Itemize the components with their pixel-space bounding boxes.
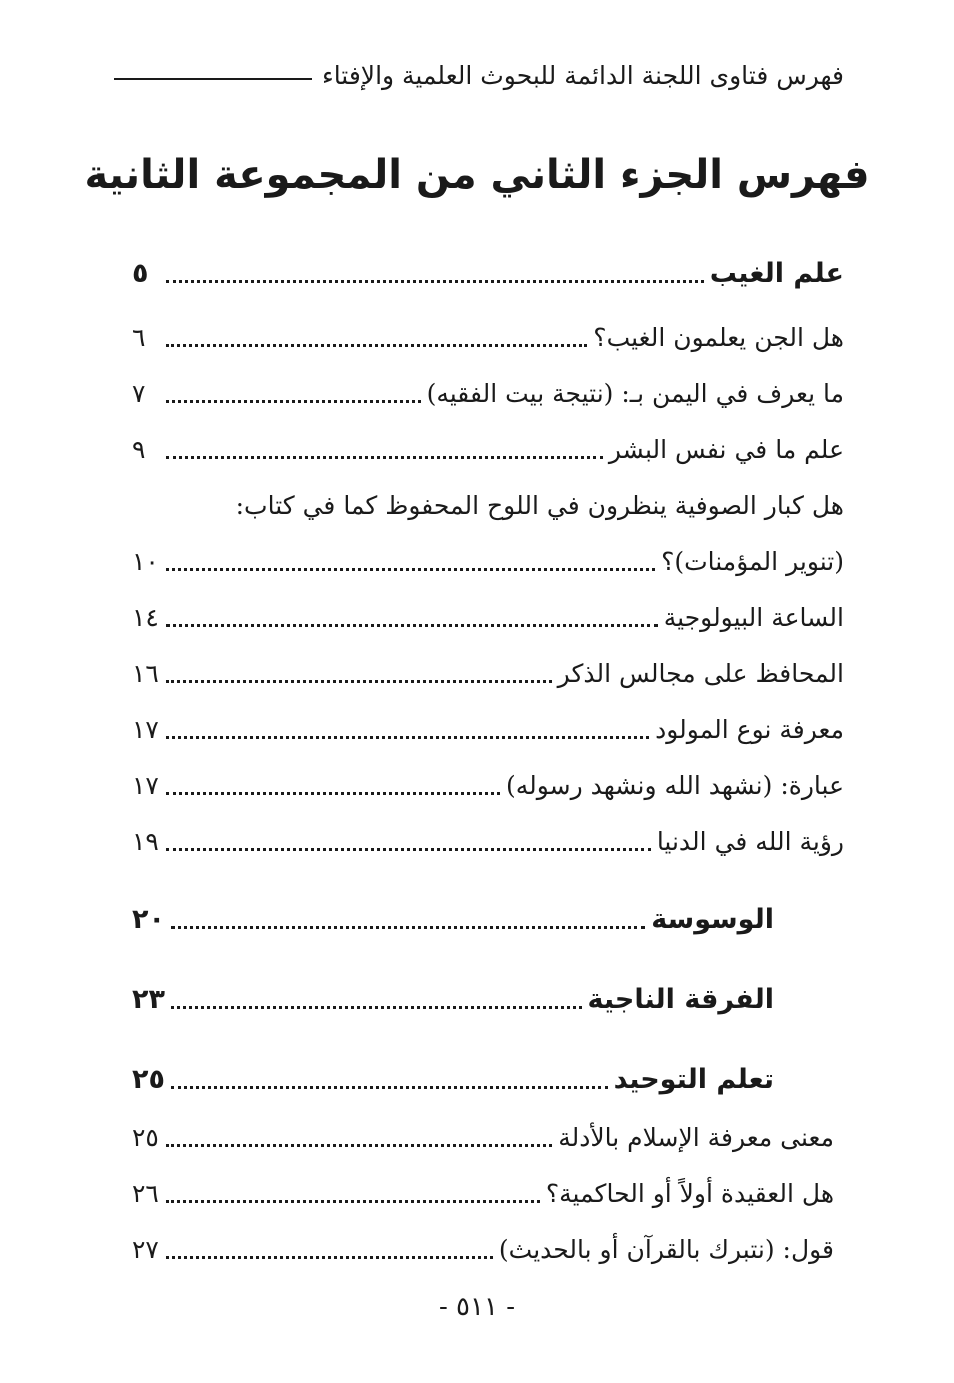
dot-leader bbox=[166, 400, 421, 403]
toc-entry-major bbox=[132, 978, 774, 1022]
toc-entry bbox=[132, 596, 844, 640]
entry-label: (تنوير المؤمنات)؟ bbox=[661, 547, 844, 576]
entry-label: تعلم التوحيد bbox=[613, 1064, 774, 1095]
toc-entry-major bbox=[132, 898, 774, 942]
entry-label: رؤية الله في الدنيا bbox=[656, 827, 844, 856]
dot-leader bbox=[171, 926, 645, 929]
entry-label: علم ما في نفس البشر bbox=[608, 435, 844, 464]
entry-page-number: ٧ bbox=[132, 379, 146, 408]
entry-label: الفرقة الناجية bbox=[587, 984, 774, 1015]
dot-leader bbox=[166, 680, 552, 683]
dot-leader bbox=[166, 848, 651, 851]
entry-page-number: ١٧ bbox=[132, 771, 159, 800]
dot-leader bbox=[166, 624, 658, 627]
dot-leader bbox=[171, 1006, 582, 1009]
entry-label: ما يعرف في اليمن بـ: (نتيجة بيت الفقيه) bbox=[426, 379, 844, 408]
toc-entry bbox=[132, 316, 844, 360]
toc-entry bbox=[132, 1172, 834, 1216]
toc-entry bbox=[132, 428, 844, 472]
toc-entry bbox=[132, 764, 844, 808]
dot-leader bbox=[166, 792, 500, 795]
entry-label: هل العقيدة أولاً أو الحاكمية؟ bbox=[545, 1179, 834, 1208]
entry-page-number: ٢٧ bbox=[132, 1235, 159, 1264]
entry-page-number: ٥ bbox=[132, 258, 149, 289]
dot-leader bbox=[166, 456, 603, 459]
toc-entry bbox=[132, 652, 844, 696]
running-header bbox=[114, 52, 844, 98]
dot-leader bbox=[166, 736, 649, 739]
entry-label: معنى معرفة الإسلام بالأدلة bbox=[558, 1123, 834, 1152]
entry-page-number: ٢٥ bbox=[132, 1064, 165, 1095]
entry-label: هل الجن يعلمون الغيب؟ bbox=[593, 323, 844, 352]
entry-page-number: ٢٣ bbox=[132, 984, 165, 1015]
entry-page-number: ٦ bbox=[132, 323, 146, 352]
entry-label: معرفة نوع المولود bbox=[655, 715, 844, 744]
entry-label: الساعة البيولوجية bbox=[663, 603, 844, 632]
entry-page-number: ١٤ bbox=[132, 603, 159, 632]
entry-page-number: ٢٥ bbox=[132, 1123, 159, 1152]
toc-entry-continued-line: هل كبار الصوفية ينظرون في اللوح المحفوظ كما في كتاب: bbox=[235, 491, 844, 520]
dot-leader bbox=[166, 568, 655, 571]
entry-page-number: ٢٦ bbox=[132, 1179, 159, 1208]
entry-label: المحافظ على مجالس الذكر bbox=[557, 659, 844, 688]
index-title: فهرس الجزء الثاني من المجموعة الثانية bbox=[84, 152, 870, 198]
toc-entry bbox=[132, 540, 844, 584]
dot-leader bbox=[166, 1256, 493, 1259]
header-rule bbox=[114, 78, 312, 80]
running-header-title: فهرس فتاوى اللجنة الدائمة للبحوث العلمية والإفتاء bbox=[321, 60, 844, 90]
toc-entry bbox=[132, 820, 844, 864]
dot-leader bbox=[166, 344, 587, 347]
dot-leader bbox=[166, 1200, 540, 1203]
toc-entry bbox=[132, 1116, 834, 1160]
entry-page-number: ١٠ bbox=[132, 547, 159, 576]
entry-page-number: ١٧ bbox=[132, 715, 159, 744]
entry-page-number: ١٦ bbox=[132, 659, 159, 688]
entry-label: الوسوسة bbox=[651, 904, 774, 935]
page-number: - ٥١١ - bbox=[438, 1292, 516, 1322]
entry-page-number: ١٩ bbox=[132, 827, 159, 856]
toc-entry bbox=[132, 708, 844, 752]
toc-entry bbox=[132, 1228, 834, 1272]
toc-entry-major bbox=[132, 1058, 774, 1102]
entry-label: عبارة: (نشهد الله ونشهد رسوله) bbox=[505, 771, 844, 800]
entry-label: قول: (نتبرك بالقرآن أو بالحديث) bbox=[498, 1235, 834, 1264]
dot-leader bbox=[166, 280, 704, 283]
entry-page-number: ٩ bbox=[132, 435, 146, 464]
dot-leader bbox=[166, 1144, 552, 1147]
dot-leader bbox=[171, 1086, 608, 1089]
entry-page-number: ٢٠ bbox=[132, 904, 165, 935]
entry-label: علم الغيب bbox=[709, 258, 844, 289]
toc-entry-major bbox=[132, 252, 844, 296]
toc-entry bbox=[132, 372, 844, 416]
